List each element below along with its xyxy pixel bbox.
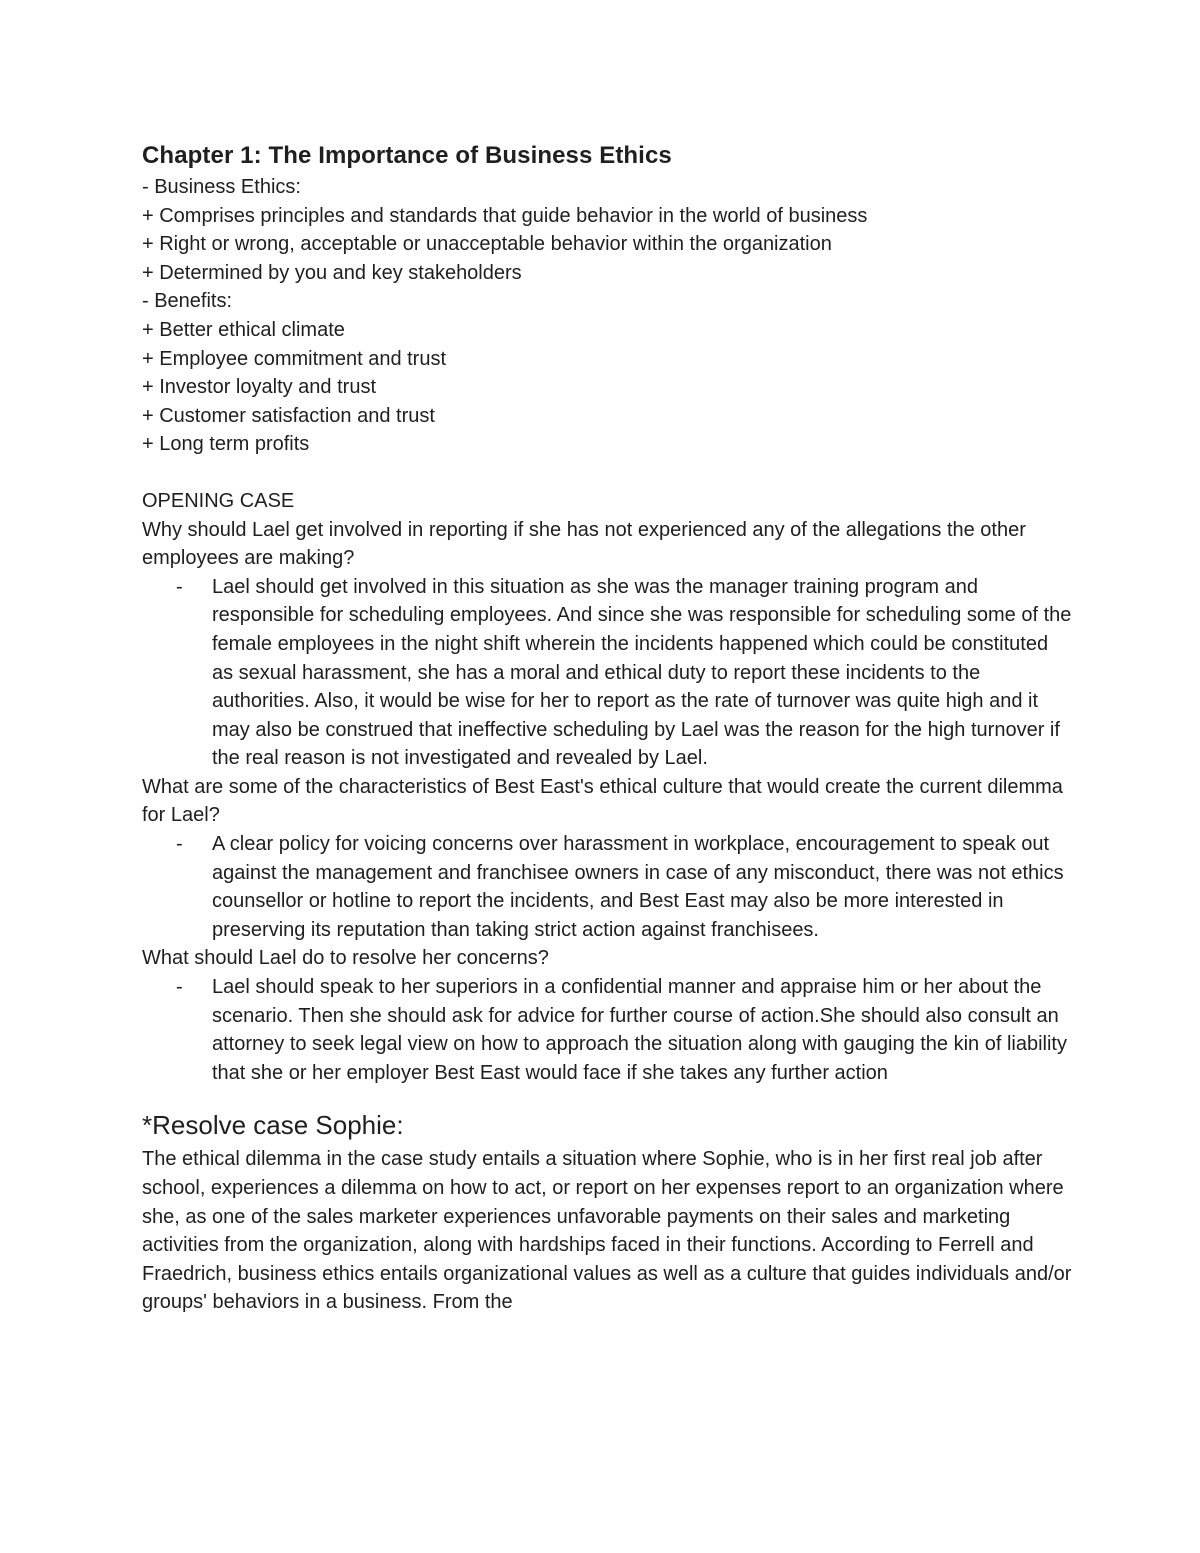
text-line: + Comprises principles and standards that guide behavior in the world of business (142, 204, 868, 227)
sophie-case-body: The ethical dilemma in the case study entails a situation where Sophie, who is in her first real job after school, experiences a dilemma on how to act, or report on her expenses report to an organization where she, as one of the sales marketer experiences unfavorable payments on their sales and marketing activities from the organization, along with hardships faced in their functions. According to Ferrell and Fraedrich, business ethics entails organizational values as well as a culture that guides individuals and/or groups' behaviors in a business. From the (142, 1148, 1072, 1314)
text-line: - Business Ethics: (142, 176, 301, 198)
paragraph-gap (142, 459, 1072, 487)
document-page (142, 139, 1072, 1317)
text-line: - Benefits: (142, 290, 233, 313)
case-answer (142, 830, 1072, 944)
case-answer-text: Lael should get involved in this situation as she was the manager training program and responsible for scheduling employees. And since she was responsible for scheduling some of the female employees in the night shift wherein the incidents happened which could be constituted as sexual harassment, she has a moral and ethical duty to report these incidents to the authorities. Also, it would be wise for her to report as the rate of turnover was quite high and it may also be construed that ineffective scheduling by Lael was the reason for the high turnover if the real reason is not investigated and revealed by Lael. (212, 575, 1072, 770)
case-answer (142, 973, 1072, 1087)
text-line: + Customer satisfaction and trust (142, 404, 435, 427)
text-line: + Better ethical climate (142, 318, 345, 341)
chapter-title: Chapter 1: The Importance of Business Ethics (142, 142, 672, 169)
bullet-dash: - (176, 575, 183, 598)
text-line: + Investor loyalty and trust (142, 376, 377, 399)
text-line: + Right or wrong, acceptable or unacceptable behavior within the organization (142, 233, 832, 256)
text-line: + Employee commitment and trust (142, 347, 447, 370)
case-question: Why should Lael get involved in reporting if she has not experienced any of the allegations the other employees are making? (142, 518, 1026, 570)
case-answer-text: A clear policy for voicing concerns over harassment in workplace, encouragement to speak out against the management and franchisee owners in case of any misconduct, there was not ethics counsellor or hotline to report the incidents, and Best East may also be more interested in preserving its reputation than taking strict action against franchisees. (212, 833, 1064, 941)
case-question: What are some of the characteristics of Best East's ethical culture that would create the current dilemma for Lael? (142, 775, 1063, 827)
case-question: What should Lael do to resolve her concerns? (142, 947, 549, 970)
sophie-case-title: *Resolve case Sophie: (142, 1110, 404, 1141)
case-answer-text: Lael should speak to her superiors in a confidential manner and appraise him or her about the scenario. Then she should ask for advice for further course of action.She should also consult an attorney to seek legal view on how to approach the situation along with gauging the kin of liability that she or her employer Best East would face if she takes any further action (212, 976, 1067, 1084)
opening-case-label: OPENING CASE (142, 489, 295, 512)
text-line: + Long term profits (142, 433, 310, 456)
case-answer (142, 573, 1072, 773)
bullet-dash: - (176, 833, 183, 856)
bullet-dash: - (176, 976, 183, 999)
text-line: + Determined by you and key stakeholders (142, 261, 522, 284)
